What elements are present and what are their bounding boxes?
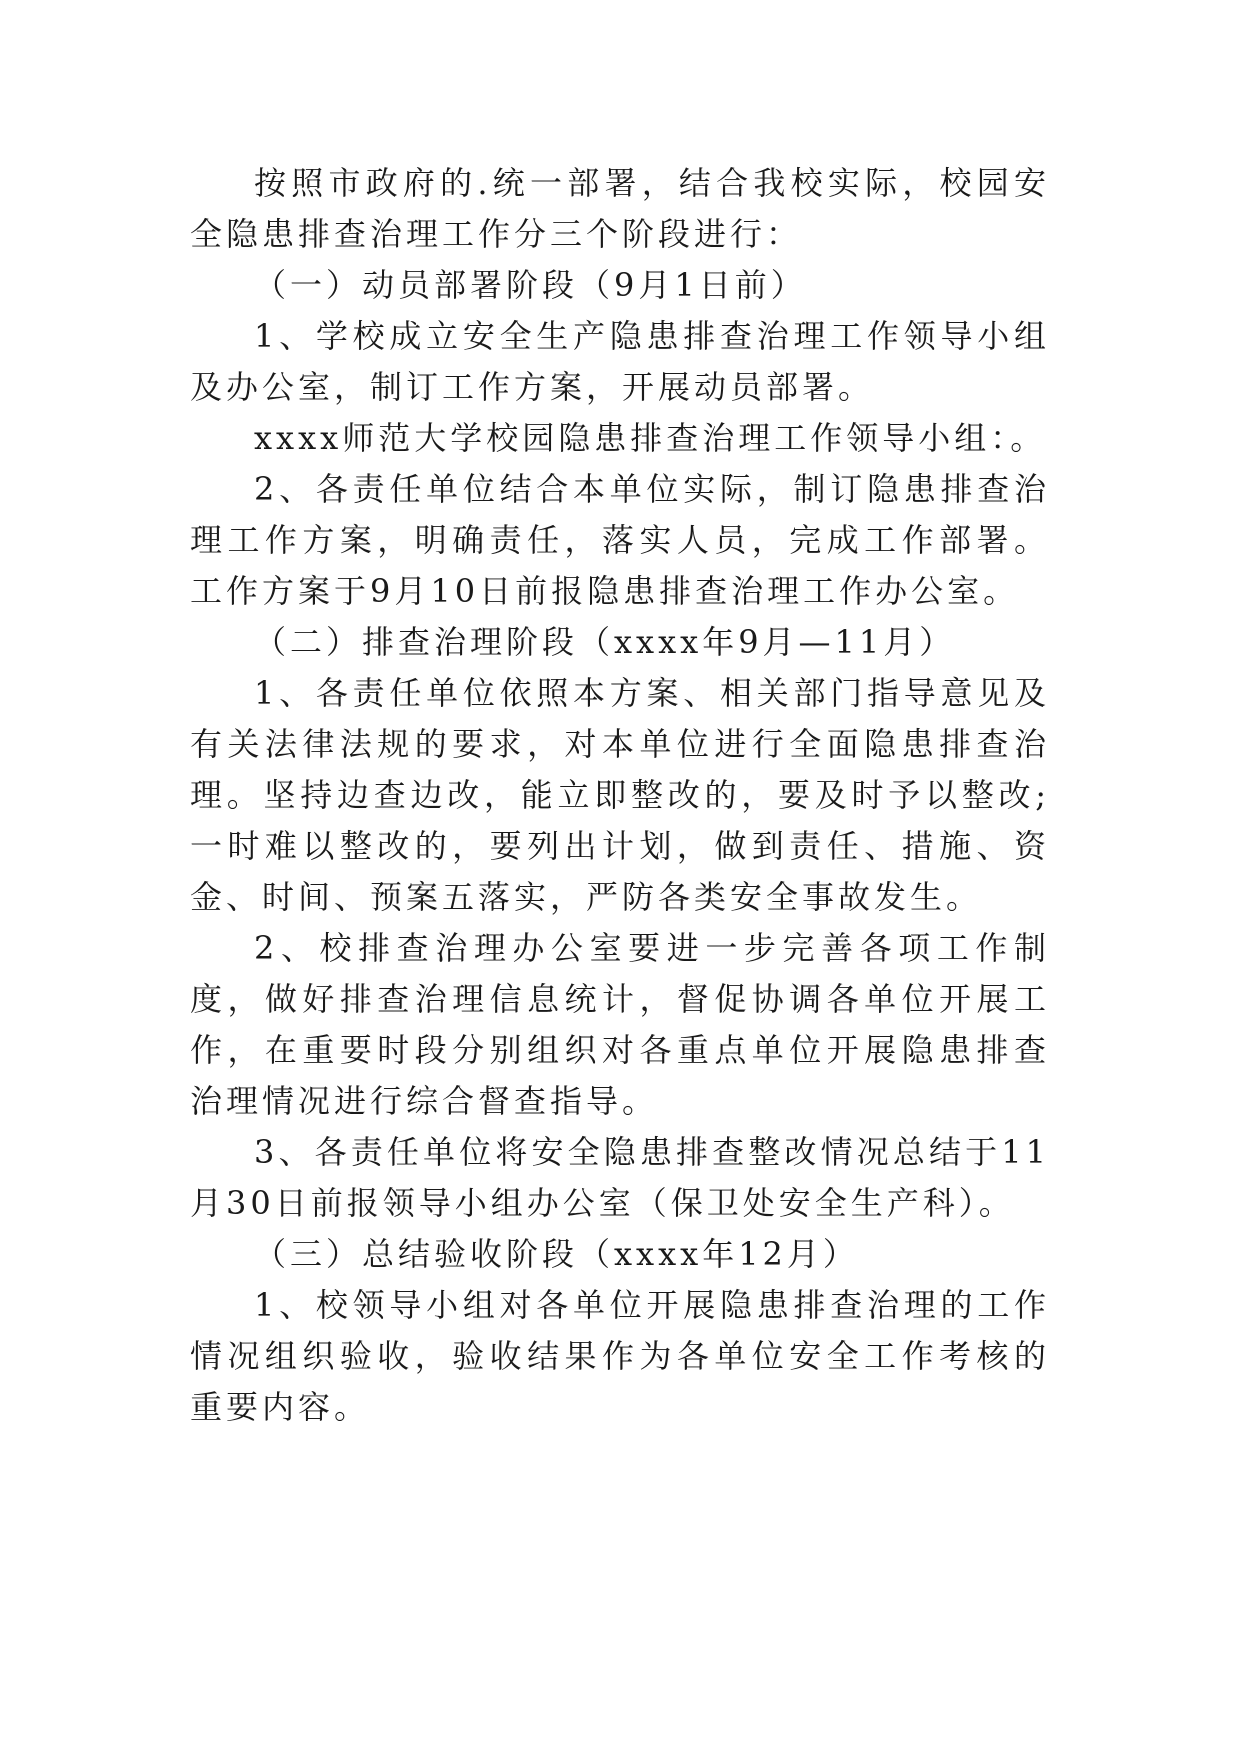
document-body — [190, 158, 1050, 1433]
paragraph-acceptance-1: 1、校领导小组对各单位开展隐患排查治理的工作情况组织验收，验收结果作为各单位安全工作考核的重要内容。 — [190, 1286, 1050, 1426]
paragraph-inspection-3: 3、各责任单位将安全隐患排查整改情况总结于11月30日前报领导小组办公室（保卫处安全生产科）。 — [190, 1133, 1050, 1222]
section-heading-acceptance: （三）总结验收阶段（xxxx年12月） — [254, 1235, 859, 1273]
paragraph-mobilization-2: 2、各责任单位结合本单位实际，制订隐患排查治理工作方案，明确责任，落实人员，完成工作部署。工作方案于9月10日前报隐患排查治理工作办公室。 — [190, 470, 1050, 610]
paragraph-inspection-2: 2、校排查治理办公室要进一步完善各项工作制度，做好排查治理信息统计，督促协调各单位开展工作，在重要时段分别组织对各重点单位开展隐患排查治理情况进行综合督查指导。 — [190, 929, 1050, 1120]
paragraph-mobilization-1: 1、学校成立安全生产隐患排查治理工作领导小组及办公室，制订工作方案，开展动员部署。 — [190, 317, 1050, 406]
paragraph-leading-group: xxxx师范大学校园隐患排查治理工作领导小组：。 — [254, 419, 1047, 457]
paragraph-intro: 按照市政府的.统一部署，结合我校实际，校园安全隐患排查治理工作分三个阶段进行： — [190, 164, 1050, 253]
section-heading-mobilization: （一）动员部署阶段（9月1日前） — [254, 266, 807, 304]
section-heading-inspection: （二）排查治理阶段（xxxx年9月—11月） — [254, 623, 956, 661]
paragraph-inspection-1: 1、各责任单位依照本方案、相关部门指导意见及有关法律法规的要求，对本单位进行全面隐患排查治理。坚持边查边改，能立即整改的，要及时予以整改;一时难以整改的，要列出计划，做到责任、措施、资金、时间、预案五落实，严防各类安全事故发生。 — [190, 674, 1050, 916]
